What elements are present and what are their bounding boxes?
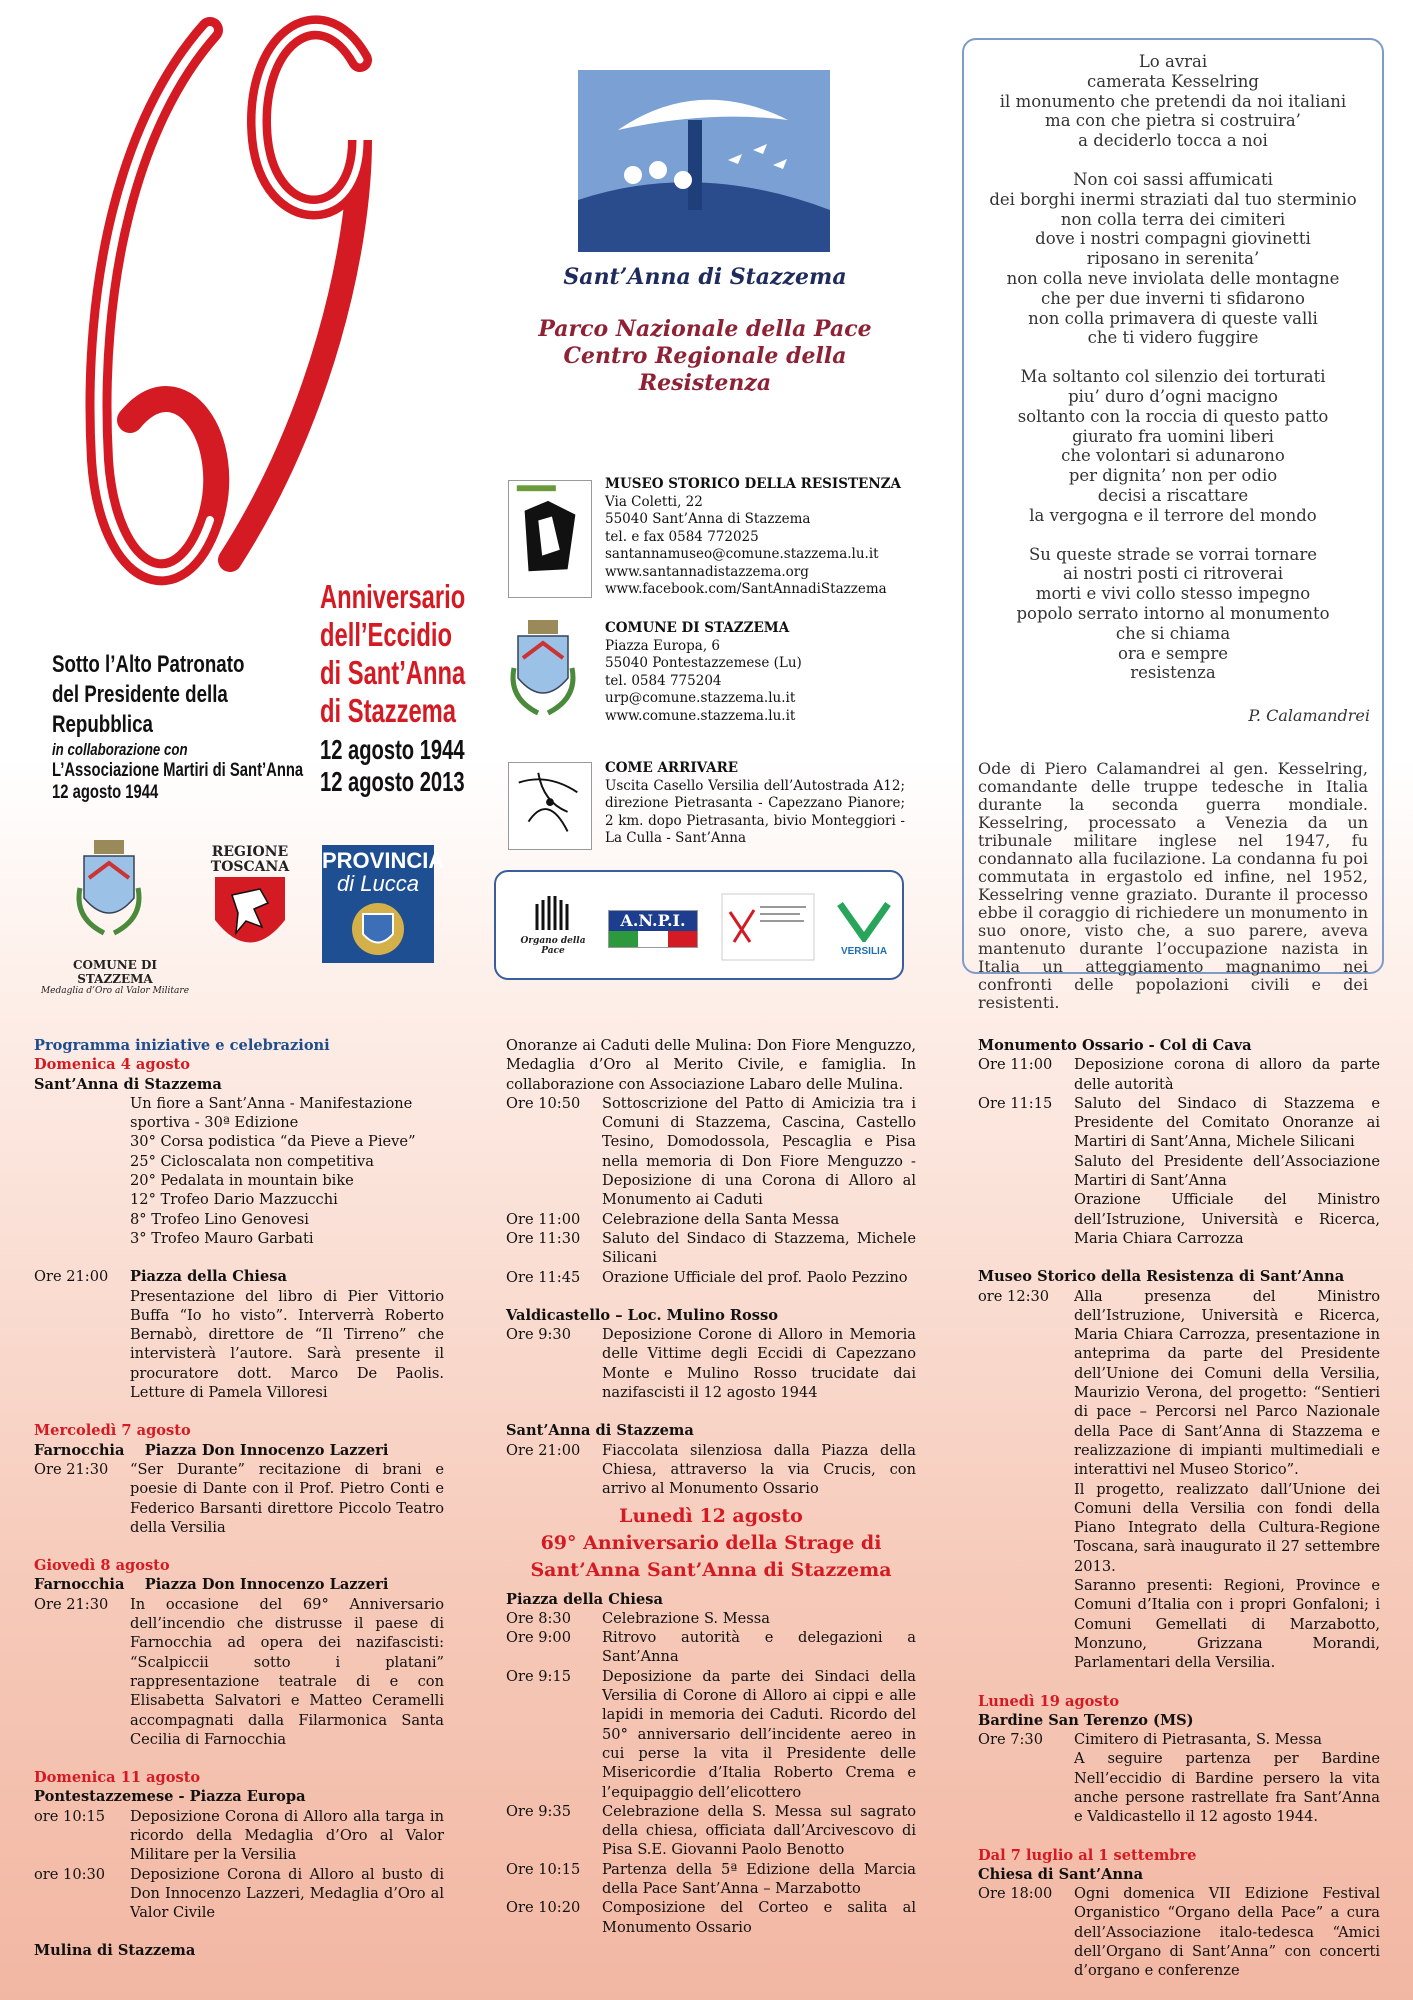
event-place: Mulina di Stazzema — [34, 1942, 196, 1960]
event-row — [34, 1807, 444, 1865]
event-row — [34, 1460, 444, 1537]
poem-line: riposano in serenita’ — [1086, 249, 1260, 269]
anniversary-69-logo — [60, 0, 390, 620]
directions-text: Uscita Casello Versilia dell’Autostrada A12; direzione Pietrasanta - Capezzano Pianore; 2 km. dopo Pietrasanta, bivio Monteggiori - La Culla - Sant’Anna — [605, 777, 905, 846]
comune-crest-icon — [508, 618, 578, 718]
poem-line: camerata Kesselring — [1087, 71, 1259, 91]
poem-line: non colla primavera di queste valli — [1028, 308, 1318, 328]
poem-line: ma con che pietra si costruira’ — [1045, 111, 1301, 131]
provincia-lucca-logo — [322, 845, 445, 963]
museum-line: tel. e fax 0584 772025 — [605, 528, 759, 545]
event-row — [506, 1609, 916, 1628]
poem-line: ora e sempre — [1117, 643, 1228, 663]
event-time: Ore 21:30 — [34, 1460, 109, 1478]
event-row — [978, 1055, 1380, 1094]
day-heading: Mercoledì 7 agosto — [34, 1422, 191, 1440]
event-text: Fiaccolata silenziosa dalla Piazza della Chiesa, attraverso la via Crucis, con arrivo al Monumento Ossario — [602, 1441, 916, 1498]
peace-park-logo — [578, 70, 830, 252]
sports-item: 12° Trofeo Dario Mazzucchi — [130, 1191, 338, 1209]
poem-line: giurato fra uomini liberi — [1072, 426, 1274, 446]
poem-line: che si chiama — [1115, 623, 1231, 643]
anpi-logo — [608, 910, 698, 948]
comune-line: Piazza Europa, 6 — [605, 637, 721, 654]
event-row — [506, 1860, 916, 1899]
event-time: Ore 11:00 — [978, 1056, 1053, 1074]
poem-line: che ti videro fuggire — [1087, 328, 1259, 348]
event-row — [34, 1595, 444, 1749]
museum-facebook[interactable]: www.facebook.com/SantAnnadiStazzema — [605, 581, 887, 597]
main-day-line: 69° Anniversario della Strage di — [540, 1531, 882, 1554]
event-text: Deposizione da parte dei Sindaci della Versilia di Corone di Alloro ai cippi e alle lapidi in memoria dei Caduti. Ricordo del 50° anniversario dell’incidente aereo in cui perse la vita il Presidente delle Misericordie d’Italia Roberto Crema e l’equipaggio dell’elicottero — [602, 1667, 916, 1801]
event-text: Saluto del Presidente dell’Associazione Martiri di Sant’Anna — [1074, 1152, 1380, 1190]
event-row — [34, 1267, 444, 1402]
poem-line: Su queste strade se vorrai tornare — [1028, 544, 1318, 564]
poem-line: piu’ duro d’ogni macigno — [1068, 386, 1278, 406]
event-text: Orazione Ufficiale del prof. Paolo Pezzino — [602, 1268, 908, 1286]
organo-logo — [518, 894, 588, 956]
place-title: Sant’Anna di Stazzema — [563, 264, 847, 290]
event-time: Ore 10:20 — [506, 1899, 581, 1917]
poem-line: a deciderlo tocca a noi — [1078, 131, 1268, 151]
event-text: Deposizione Corone di Alloro in Memoria delle Vittime degli Eccidi di Capezzano Monte e Mulino Rosso trucidate dai nazifascisti il 12 agosto 1944 — [602, 1326, 916, 1402]
organ-pipes-icon — [533, 894, 573, 932]
event-place: Sant’Anna di Stazzema — [34, 1075, 222, 1093]
event-text: A seguire partenza per Bardine Nell’eccidio di Bardine persero la vita anche persone rastrellate fra Sant’Anna e Valdicastello il 12 agosto 1944. — [1074, 1750, 1380, 1826]
comune-line: tel. 0584 775204 — [605, 672, 722, 689]
event-time: Ore 11:45 — [506, 1268, 581, 1286]
poem-author: P. Calamandrei — [1248, 706, 1370, 725]
event-time: ore 10:15 — [34, 1807, 106, 1825]
park-subtitle — [500, 316, 910, 397]
anniv-date: 12 agosto 1944 — [320, 734, 465, 765]
collab-small: in collaborazione con — [52, 740, 188, 759]
main-day-heading — [506, 1503, 916, 1584]
collab-date: 12 agosto 1944 — [52, 782, 159, 803]
event-place: Pontestazzemese - Piazza Europa — [34, 1788, 306, 1806]
directions-info — [605, 760, 905, 848]
event-time: Ore 21:30 — [34, 1595, 109, 1613]
poem-line: decisi a riscattare — [1097, 485, 1249, 505]
versilia-logo — [832, 898, 896, 958]
program-column-1 — [34, 1036, 444, 1961]
poem-line: per dignita’ non per odio — [1068, 466, 1278, 486]
provincia-crest-icon — [348, 899, 408, 959]
poem-line: la vergogna e il terrore del mondo — [1029, 505, 1317, 525]
museum-website[interactable]: www.santannadistazzema.org — [605, 563, 809, 580]
event-place: Farnocchia Piazza Don Innocenzo Lazzeri — [34, 1576, 389, 1594]
poem-line: Non coi sassi affumicati — [1073, 169, 1273, 189]
event-row — [34, 1865, 444, 1923]
mulina-events — [506, 1094, 916, 1287]
poem-line: Ma soltanto col silenzio dei torturati — [1020, 367, 1326, 387]
patronage-line: Repubblica — [52, 711, 153, 738]
poem-line: che volontari si adunarono — [1061, 446, 1285, 466]
event-place: Piazza della Chiesa — [506, 1590, 663, 1608]
sports-item: 8° Trofeo Lino Genovesi — [130, 1210, 309, 1228]
event-time: Ore 11:15 — [978, 1094, 1053, 1112]
route-map-icon — [508, 762, 592, 850]
museum-line: Via Coletti, 22 — [605, 493, 703, 510]
event-row — [506, 1441, 916, 1499]
day-heading: Domenica 11 agosto — [34, 1769, 201, 1787]
poem-line: che per due inverni ti sfidarono — [1041, 288, 1305, 308]
event-text: Ogni domenica VII Edizione Festival Organistico “Organo della Pace” a cura dell’Associazione italo-tedesca “Amici dell’Organo di Sant’Anna” con concerti d’organo e conferenze — [1074, 1885, 1380, 1980]
anniv-line: dell’Eccidio — [320, 616, 453, 653]
event-time: Ore 7:30 — [978, 1731, 1043, 1749]
association-logo-icon — [720, 892, 816, 962]
poem-stanza — [978, 170, 1368, 348]
poem-line: soltanto con la roccia di questo patto — [1017, 406, 1329, 426]
comune-info — [605, 620, 915, 725]
comune-medal: Medaglia d’Oro al Valor Militare — [40, 986, 190, 996]
event-place: Sant’Anna di Stazzema — [506, 1422, 694, 1440]
sponsor-logos-box — [494, 870, 904, 980]
event-text: Celebrazione della S. Messa sul sagrato della chiesa, officiata dall’Arcivescovo di Pisa S.E. Giovanni Paolo Benotto — [602, 1802, 916, 1859]
main-day-line: Lunedì 12 agosto — [619, 1504, 803, 1527]
sports-item: 30° Corsa podistica “da Pieve a Pieve” — [130, 1133, 416, 1151]
event-time: Ore 10:50 — [506, 1094, 581, 1112]
event-row — [506, 1667, 916, 1802]
anniv-line: di Stazzema — [320, 692, 457, 729]
event-text: In occasione del 69° Anniversario dell’incendio che distrusse il paese di Farnocchia ad opera dei nazifascisti: “Scalpiccii sotto i platani” rappresentazione teatrale di e con Elisabetta Salvatori e Matteo Ceramelli accompagnati dalla Filarmonica Santa Cecilia di Farnocchia — [130, 1595, 444, 1748]
patronage-block — [52, 650, 312, 804]
patronage-line: Sotto l’Alto Patronato — [52, 651, 245, 678]
park-line: Parco Nazionale della Pace — [538, 316, 872, 342]
event-time: Ore 9:35 — [506, 1802, 571, 1820]
event-place: Piazza della Chiesa — [130, 1268, 287, 1286]
event-row — [506, 1628, 916, 1667]
event-row — [978, 1094, 1380, 1152]
poem-stanza — [978, 545, 1368, 684]
event-time: Ore 8:30 — [506, 1609, 571, 1627]
event-time: Ore 11:30 — [506, 1229, 581, 1247]
event-text: Sottoscrizione del Patto di Amicizia tra i Comuni di Stazzema, Cascina, Castello Tesino, Domodossola, Pescaglia e Pisa nella memoria di Don Fiore Menguzzo - Deposizione di una Corona di Alloro al Monumento ai Caduti — [602, 1094, 916, 1209]
event-time: Ore 9:00 — [506, 1629, 571, 1647]
poem-line: popolo serrato intorno al monumento — [1016, 603, 1330, 623]
regione-toscana-logo — [210, 845, 290, 959]
poem-line: dei borghi inermi straziati dal tuo sterminio — [989, 189, 1357, 209]
poem-line: non colla neve inviolata delle montagne — [1006, 268, 1340, 288]
comune-line: 55040 Pontestazzemese (Lu) — [605, 655, 802, 671]
anniversary-title — [320, 578, 490, 798]
regione-line: TOSCANA — [210, 859, 290, 875]
event-row — [978, 1730, 1380, 1826]
ode-note: Ode di Piero Calamandrei al gen. Kesselring, comandante delle truppe tedesche in Italia durante la seconda guerra mondiale. Kesselring, processato a Venezia da un tribunale militare inglese nel 1947, fu condannato alla fucilazione. La condanna fu poi commutata in ergastolo ed infine, nel 1952, Kesselring venne graziato. Durante il processo ebbe il coraggio di richiedere un monumento in suo onore, visto che, a suo parere, aveva mantenuto durante l’occupazione nazista in Italia un atteggiamento magnanimo nei confronti delle popolazioni civili e dei resistenti. — [978, 759, 1368, 1012]
event-text: Deposizione corona di alloro da parte delle autorità — [1074, 1056, 1380, 1093]
event-text: Celebrazione S. Messa — [602, 1609, 770, 1627]
event-text: Alla presenza del Ministro dell’Istruzione, Università e Ricerca, Maria Chiara Carrozza, presentazione in anteprima da parte del Presidente dell’Unione dei Comuni della Versilia, Maurizio Verona, del progetto: “Sentieri di pace – Percorsi nel Parco Nazionale della Pace di Sant’Anna di Stazzema e realizzazione di impianti multimediali e interattivi nel Museo Storico”. — [1074, 1287, 1380, 1479]
mulina-text — [34, 1947, 934, 1967]
event-place: Farnocchia Piazza Don Innocenzo Lazzeri — [34, 1441, 389, 1459]
event-text: Cimitero di Pietrasanta, S. Messa — [1074, 1731, 1323, 1749]
event-time: Ore 21:00 — [506, 1441, 581, 1459]
event-time: Ore 9:15 — [506, 1667, 571, 1685]
day-heading: Lunedì 19 agosto — [978, 1692, 1120, 1710]
event-time: ore 12:30 — [978, 1287, 1050, 1305]
poem-line: resistenza — [1130, 663, 1216, 683]
anniv-date: 12 agosto 2013 — [320, 766, 465, 797]
comune-title: COMUNE DI STAZZEMA — [605, 620, 790, 636]
comune-crest-icon — [74, 838, 144, 938]
comune-name: COMUNE DI STAZZEMA — [72, 958, 158, 986]
patronage-line: del Presidente della — [52, 681, 228, 708]
event-text: Saluto del Sindaco di Stazzema, Michele Silicani — [602, 1229, 916, 1267]
regione-shield-icon — [210, 875, 290, 955]
event-place: Chiesa di Sant’Anna — [978, 1865, 1144, 1883]
directions-title: COME ARRIVARE — [605, 760, 739, 776]
comune-website[interactable]: www.comune.stazzema.lu.it — [605, 707, 796, 724]
event-text: Deposizione Corona di Alloro alla targa in ricordo della Medaglia d’Oro al Valor Militare per la Versilia — [130, 1807, 444, 1864]
day-heading: Giovedì 8 agosto — [34, 1557, 170, 1575]
event-time: Ore 11:00 — [506, 1210, 581, 1228]
mulina-text: Onoranze ai Caduti delle Mulina: Don Fiore Menguzzo, Medaglia d’Oro al Merito Civile, e famiglia. In collaborazione con Associazione Labaro delle Mulina. — [506, 1037, 916, 1093]
museum-info — [605, 476, 915, 599]
event-place: Bardine San Terenzo (MS) — [978, 1711, 1194, 1729]
collab-assoc: L’Associazione Martiri di Sant’Anna — [52, 760, 304, 781]
event-text: Ritrovo autorità e delegazioni a Sant’Anna — [602, 1629, 916, 1666]
event-place: Monumento Ossario - Col di Cava — [978, 1037, 1252, 1054]
event-text: Saluto del Sindaco di Stazzema e Presidente del Comitato Onoranze ai Martiri di Sant’Anna, Michele Silicani — [1074, 1094, 1380, 1151]
poem-line: dove i nostri compagni giovinetti — [1035, 229, 1311, 249]
anpi-label: A.N.P.I. — [609, 911, 697, 931]
sports-list — [34, 1094, 444, 1248]
event-text: Deposizione Corona di Alloro al busto di Don Innocenzo Lazzeri, Medaglia d’Oro al Valor Civile — [130, 1865, 444, 1922]
versilia-v-icon — [834, 898, 894, 942]
provincia-line: di Lucca — [337, 871, 419, 896]
event-text: Celebrazione della Santa Messa — [602, 1210, 840, 1228]
versilia-label: VERSILIA — [840, 946, 888, 957]
event-text: Partenza della 5ª Edizione della Marcia della Pace Sant’Anna – Marzabotto — [602, 1860, 916, 1897]
poem-stanza — [978, 52, 1368, 151]
event-time: Ore 18:00 — [978, 1885, 1053, 1903]
event-row — [506, 1898, 916, 1937]
comune-email[interactable]: urp@comune.stazzema.lu.it — [605, 690, 796, 706]
park-line: Centro Regionale della Resistenza — [563, 343, 847, 396]
sports-item: 3° Trofeo Mauro Garbati — [130, 1229, 314, 1247]
program-title: Programma iniziative e celebrazioni — [34, 1037, 330, 1054]
museum-title: MUSEO STORICO DELLA RESISTENZA — [605, 476, 901, 492]
event-row — [506, 1802, 916, 1860]
day-heading: Dal 7 luglio al 1 settembre — [978, 1846, 1197, 1864]
poem-line: Lo avrai — [1138, 52, 1208, 71]
poem-stanza — [978, 367, 1368, 525]
event-text: Saranno presenti: Regioni, Province e Comuni d’Italia con i propri Gonfaloni; i Comuni Gemellati di Marzabotto, Monzuno, Grizzana Morandi, Parlamentari della Versilia. — [1074, 1577, 1380, 1672]
event-time: Ore 21:00 — [34, 1268, 109, 1286]
chiesa-events — [506, 1609, 916, 1937]
event-row — [506, 1210, 916, 1229]
event-text: Presentazione del libro di Pier Vittorio Buffa “Io ho visto”. Interverrà Roberto Bernabò, direttore de “Il Tirreno” che intervisterà l’autore. Sarà presente il procuratore dott. Marco De Paolis. Letture di Pamela Villoresi — [130, 1287, 444, 1402]
organo-label: Organo della Pace — [520, 936, 586, 956]
poem-text — [978, 52, 1368, 702]
poem-line: il monumento che pretendi da noi italiani — [999, 91, 1347, 111]
event-place: Museo Storico della Resistenza di Sant’Anna — [978, 1268, 1345, 1286]
anniv-line: di Sant’Anna — [320, 654, 466, 691]
poem-line: non colla terra dei cimiteri — [1060, 209, 1286, 229]
day-heading: Domenica 4 agosto — [34, 1056, 191, 1074]
main-day-line: Sant’Anna Sant’Anna di Stazzema — [530, 1558, 892, 1581]
event-text: “Ser Durante” recitazione di brani e poesie di Dante con il Prof. Pietro Conti e Federico Barsanti direttore Piccolo Teatro della Versilia — [130, 1460, 444, 1536]
provincia-line: PROVINCIA — [322, 848, 445, 873]
event-time: Ore 9:30 — [506, 1326, 571, 1344]
event-row — [978, 1884, 1380, 1980]
program-column-2 — [506, 1036, 916, 1937]
event-row — [978, 1287, 1380, 1673]
ossario-events — [978, 1055, 1380, 1151]
event-text: Orazione Ufficiale del Ministro dell’Istruzione, Università e Ricerca, Maria Chiara Carrozza — [1074, 1191, 1380, 1247]
event-place: Valdicastello – Loc. Mulino Rosso — [506, 1306, 778, 1324]
program-column-3 — [978, 1036, 1380, 1981]
event-time: Ore 10:15 — [506, 1860, 581, 1878]
museum-email[interactable]: santannamuseo@comune.stazzema.lu.it — [605, 546, 879, 562]
event-row — [506, 1094, 916, 1210]
event-row — [506, 1268, 916, 1287]
anniv-line: Anniversario — [320, 578, 466, 615]
event-time: ore 10:30 — [34, 1865, 106, 1883]
event-row — [506, 1325, 916, 1402]
poem-line: ai nostri posti ci ritroverai — [1062, 564, 1283, 584]
event-text: Il progetto, realizzato dall’Unione dei Comuni della Versilia con fondi della Piano Integrato della Cultura-Regione Toscana, sarà inaugurato il 27 settembre 2013. — [1074, 1480, 1380, 1575]
regione-line: REGIONE — [211, 844, 289, 860]
poem-line: morti e vivi collo stesso impegno — [1035, 584, 1311, 604]
sports-item: 20° Pedalata in mountain bike — [130, 1172, 354, 1190]
museum-logo-icon — [508, 480, 592, 598]
comune-name-block — [40, 958, 190, 996]
sports-item: Un fiore a Sant’Anna - Manifestazione sportiva - 30ª Edizione — [130, 1094, 413, 1132]
event-text: Composizione del Corteo e salita al Monumento Ossario — [602, 1899, 916, 1936]
museum-line: 55040 Sant’Anna di Stazzema — [605, 511, 811, 527]
event-row — [506, 1229, 916, 1268]
sports-item: 25° Cicloscalata non competitiva — [130, 1152, 374, 1170]
